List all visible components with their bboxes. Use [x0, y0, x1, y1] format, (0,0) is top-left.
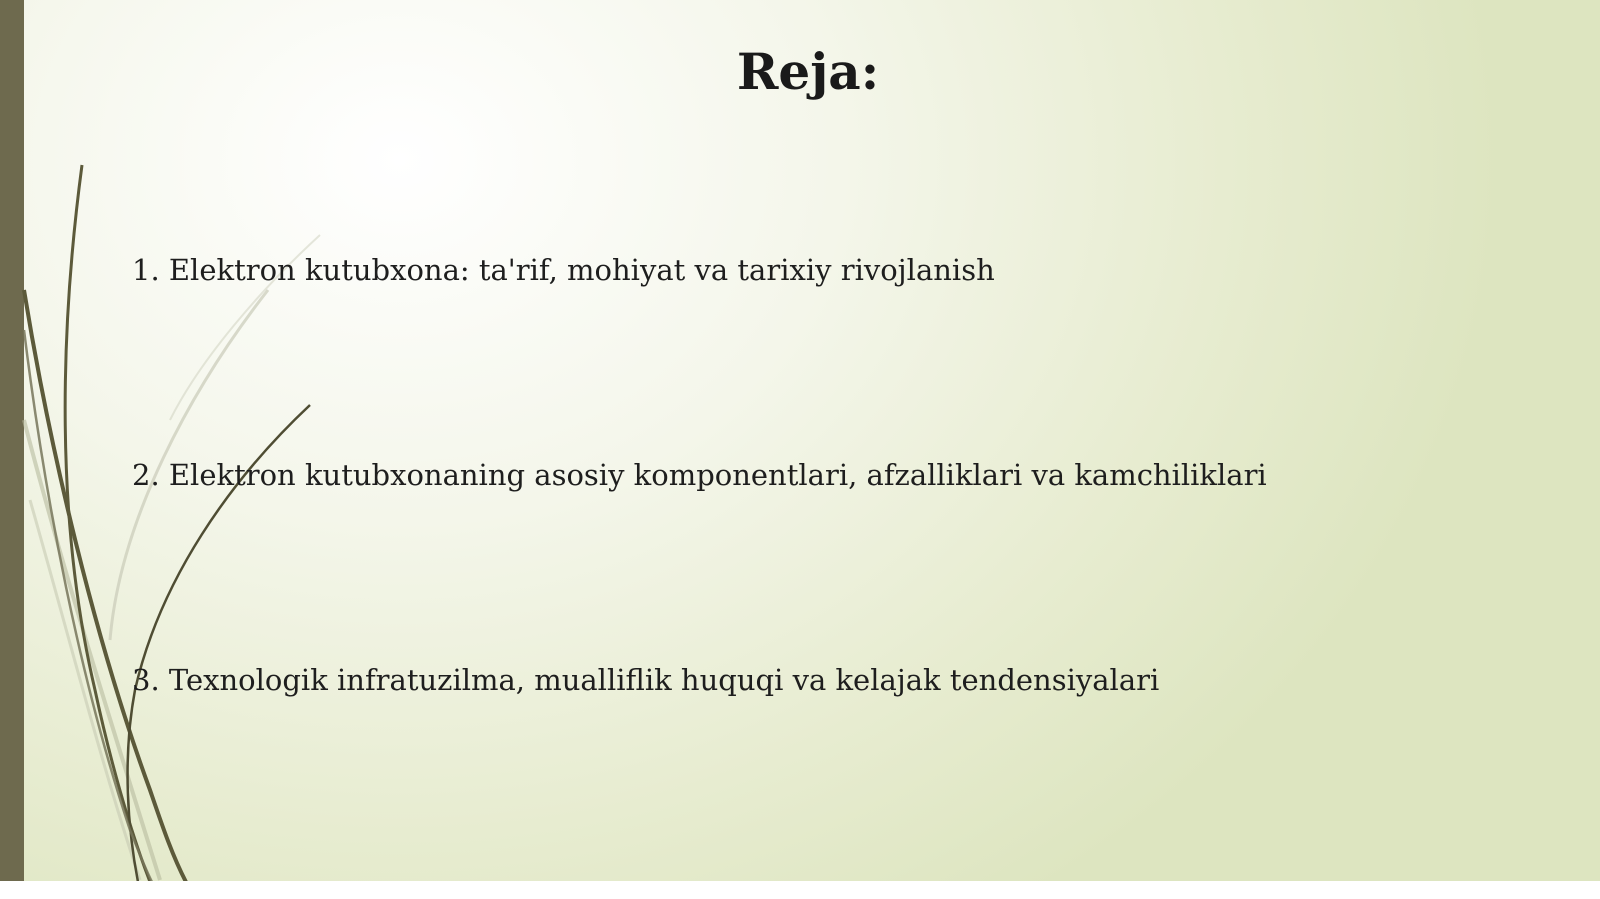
plan-item-2: 2. Elektron kutubxonaning asosiy komponentlari, afzalliklari va kamchiliklari	[132, 458, 1267, 492]
grass-stroke-decoration-icon	[0, 0, 360, 899]
plan-item-1: 1. Elektron kutubxona: ta'rif, mohiyat va tarixiy rivojlanish	[132, 253, 995, 287]
plan-item-3: 3. Texnologik infratuzilma, mualliflik huquqi va kelajak tendensiyalari	[132, 663, 1160, 697]
slide-title: Reja:	[736, 42, 880, 101]
bottom-strip	[0, 881, 1600, 899]
